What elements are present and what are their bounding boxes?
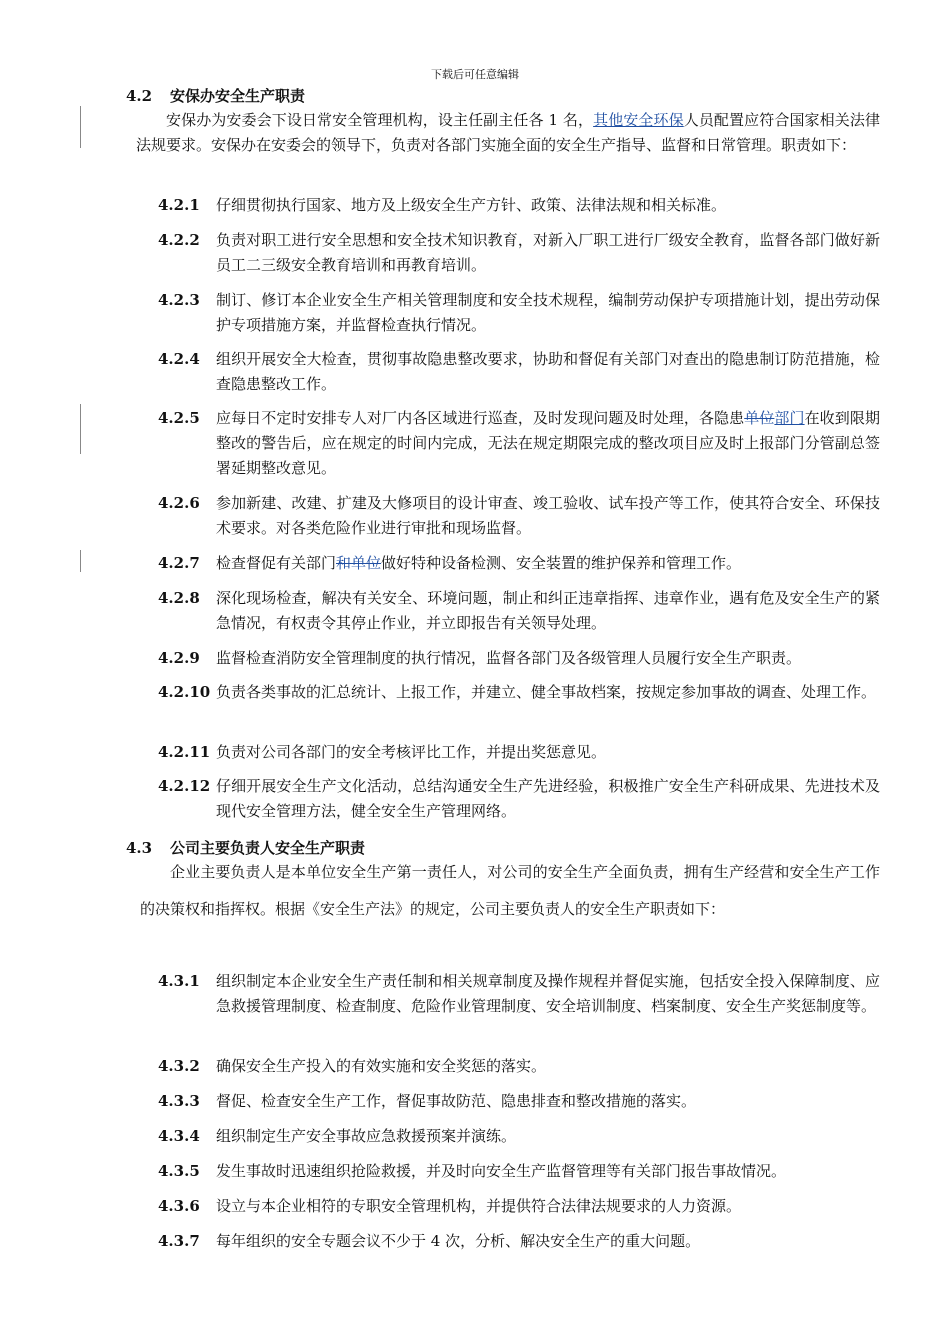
item-number: 4.2.12	[158, 777, 211, 795]
change-bar	[80, 404, 81, 454]
item-text-part: 应每日不定时安排专人对厂内各区域进行巡查，及时发现问题及时处理，各隐患	[216, 409, 745, 427]
item-text: 负责对公司各部门的安全考核评比工作，并提出奖惩意见。	[216, 743, 607, 761]
item-text: 负责对职工进行安全思想和安全技术知识教育，对新入厂职工进行厂级安全教育，监督各部门做好新员工二三级安全教育培训和再教育培训。	[216, 231, 880, 274]
list-item	[158, 551, 880, 576]
item-number: 4.2.7	[158, 554, 200, 572]
item-number: 4.2.5	[158, 409, 200, 427]
deleted-text[interactable]: 单位	[744, 409, 775, 427]
item-text-part: 检查督促有关部门	[216, 554, 337, 572]
item-text: 设立与本企业相符的专职安全管理机构，并提供符合法律法规要求的人力资源。	[216, 1197, 742, 1215]
list-item	[158, 1194, 880, 1219]
item-number: 4.2.4	[158, 350, 200, 368]
section-number: 4.2	[126, 87, 153, 105]
list-item	[158, 1159, 880, 1184]
list-item	[158, 586, 880, 636]
item-text: 确保安全生产投入的有效实施和安全奖惩的落实。	[216, 1057, 547, 1075]
list-item	[158, 1229, 880, 1254]
item-text	[216, 551, 880, 576]
list-item	[158, 1054, 880, 1079]
list-item	[158, 680, 880, 705]
item-text: 深化现场检查，解决有关安全、环境问题，制止和纠正违章指挥、违章作业，遇有危及安全生产的紧急情况，有权责令其停止作业，并立即报告有关领导处理。	[216, 589, 880, 632]
list-item	[158, 288, 880, 338]
item-text: 组织开展安全大检查，贯彻事故隐患整改要求，协助和督促有关部门对查出的隐患制订防范措施，检查隐患整改工作。	[216, 350, 880, 393]
item-number: 4.3.5	[158, 1162, 200, 1180]
list-item	[158, 969, 880, 1019]
item-number: 4.2.1	[158, 196, 200, 214]
item-text: 负责各类事故的汇总统计、上报工作，并建立、健全事故档案，按规定参加事故的调查、处理工作。	[216, 683, 877, 701]
item-text: 发生事故时迅速组织抢险救援，并及时向安全生产监督管理等有关部门报告事故情况。	[216, 1162, 787, 1180]
list-item	[158, 1124, 880, 1149]
section-title: 公司主要负责人安全生产职责	[170, 839, 366, 857]
list-item	[158, 646, 880, 671]
item-text: 监督检查消防安全管理制度的执行情况，监督各部门及各级管理人员履行安全生产职责。	[216, 649, 802, 667]
list-item	[158, 228, 880, 278]
deleted-text[interactable]: 和单位	[336, 554, 382, 572]
section-title: 安保办安全生产职责	[170, 87, 306, 105]
list-item	[158, 193, 880, 218]
section-intro: 企业主要负责人是本单位安全生产第一责任人，对公司的安全生产全面负责，拥有生产经营和安全生产工作的决策权和指挥权。根据《安全生产法》的规定，公司主要负责人的安全生产职责如下：	[140, 863, 880, 918]
item-text: 仔细开展安全生产文化活动，总结沟通安全生产先进经验，积极推广安全生产科研成果、先进技术及现代安全管理方法，健全安全生产管理网络。	[216, 777, 880, 820]
list-item	[158, 740, 880, 765]
item-text: 组织制定本企业安全生产责任制和相关规章制度及操作规程并督促实施，包括安全投入保障制度、应急救援管理制度、检查制度、危险作业管理制度、安全培训制度、档案制度、安全生产奖惩制度等。	[216, 972, 880, 1015]
item-text-part: 在收到限期整改的警告后，应在规定的时间内完成，无法在规定期限完成的整改项目应及时上报部门分管副总签署延期整改意见。	[216, 409, 880, 477]
change-bar	[80, 106, 81, 148]
item-number: 4.2.11	[158, 743, 211, 761]
item-text: 制订、修订本企业安全生产相关管理制度和安全技术规程，编制劳动保护专项措施计划，提出劳动保护专项措施方案，并监督检查执行情况。	[216, 291, 880, 334]
revision-link[interactable]: 其他安全环保	[593, 111, 684, 129]
page-header: 下载后可任意编辑	[431, 68, 519, 81]
change-bar	[80, 550, 81, 572]
item-text	[216, 406, 880, 481]
list-item	[158, 347, 880, 397]
section-intro	[136, 108, 880, 158]
item-number: 4.3.7	[158, 1232, 200, 1250]
list-item	[158, 491, 880, 541]
item-number: 4.2.9	[158, 649, 200, 667]
item-number: 4.2.2	[158, 231, 200, 249]
item-number: 4.3.6	[158, 1197, 200, 1215]
section-number: 4.3	[126, 839, 153, 857]
item-number: 4.3.4	[158, 1127, 200, 1145]
intro-text: 安保办为安委会下设日常安全管理机构，设主任副主任各 1 名，	[166, 111, 594, 129]
list-item	[158, 1089, 880, 1114]
item-number: 4.3.1	[158, 972, 200, 990]
item-number: 4.2.3	[158, 291, 200, 309]
section-heading	[126, 86, 305, 106]
item-number: 4.3.3	[158, 1092, 200, 1110]
item-text: 每年组织的安全专题会议不少于 4 次，分析、解决安全生产的重大问题。	[216, 1232, 701, 1250]
item-number: 4.3.2	[158, 1057, 200, 1075]
list-item	[158, 406, 880, 481]
item-text: 参加新建、改建、扩建及大修项目的设计审查、竣工验收、试车投产等工作，使其符合安全、环保技术要求。对各类危险作业进行审批和现场监督。	[216, 494, 880, 537]
item-text: 组织制定生产安全事故应急救援预案并演练。	[216, 1127, 517, 1145]
item-text: 督促、检查安全生产工作，督促事故防范、隐患排查和整改措施的落实。	[216, 1092, 697, 1110]
inserted-text[interactable]: 部门	[774, 409, 805, 427]
item-text-part: 做好特种设备检测、安全装置的维护保养和管理工作。	[381, 554, 742, 572]
intro-text: 人员配置应符合国家相关法律法规要求。安保办在安委会的领导下，负责对各部门实施全面的安全生产指导、监督和日常管理。职责如下：	[136, 111, 880, 154]
item-number: 4.2.6	[158, 494, 200, 512]
list-item	[158, 774, 880, 824]
item-text: 仔细贯彻执行国家、地方及上级安全生产方针、政策、法律法规和相关标准。	[216, 196, 727, 214]
item-number: 4.2.10	[158, 683, 211, 701]
item-number: 4.2.8	[158, 589, 200, 607]
